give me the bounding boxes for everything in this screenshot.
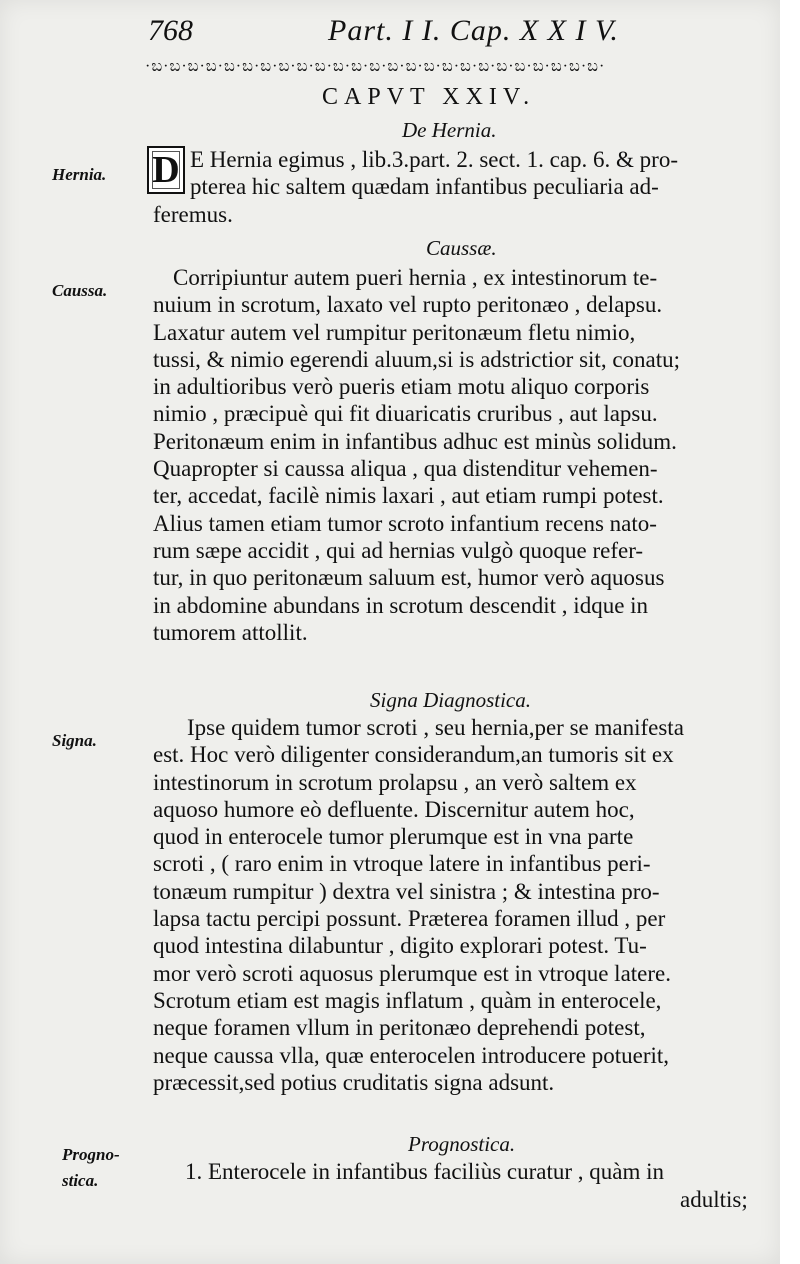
text-line: præcessit,sed potius cruditatis signa adsunt. — [153, 1069, 555, 1095]
text-line: tumorem attollit. — [153, 619, 308, 645]
page-number: 768 — [148, 14, 193, 47]
text-line: tussi, & nimio egerendi aluum,si is adstrictior sit, conatu; — [153, 346, 681, 372]
text-line: feremus. — [153, 202, 233, 227]
section-heading-prognostica: Prognostica. — [408, 1132, 516, 1156]
text-line: tonæum rumpitur ) dextra vel sinistra ; & intestina pro- — [153, 878, 660, 904]
page-header — [148, 14, 748, 56]
text-line: nimio , præcipuè qui fit diuaricatis cruribus , aut lapsu. — [153, 401, 658, 427]
text-line: aquoso humore eò defluente. Discernitur autem hoc, — [153, 796, 635, 822]
text-line: neque foramen vllum in peritonæo deprehendi potest, — [153, 1015, 646, 1041]
drop-cap: D — [147, 146, 185, 194]
intro-paragraph — [190, 146, 678, 201]
margin-note-caussa: Caussa. — [52, 281, 108, 300]
text-line: Corripiuntur autem pueri hernia , ex intestinorum te- — [173, 265, 658, 290]
text-line: est. Hoc verò diligenter considerandum,an tumoris sit ex — [153, 742, 674, 768]
text-line: Laxatur autem vel rumpitur peritonæum fletu nimio, — [153, 319, 636, 345]
section-heading-caussae: Caussæ. — [426, 236, 497, 260]
text-line: ter, accedat, facilè nimis laxari , aut etiam rumpi potest. — [153, 483, 664, 509]
page-edge — [780, 0, 800, 1264]
text-line: mor verò scroti aquosus plerumque est in vtroque latere. — [153, 960, 671, 986]
caussae-paragraph — [153, 264, 680, 646]
signa-paragraph — [153, 714, 684, 1096]
margin-note-line: Progno- — [62, 1145, 120, 1164]
ornamental-border: ·ಬ·ಬ·ಬ·ಬ·ಬ·ಬ·ಬ·ಬ·ಬ·ಬ·ಬ·ಬ·ಬ·ಬ·ಬ·ಬ·ಬ·ಬ·ಬ·ಬ·ಬ·ಬ·ಬ·ಬ·ಬ· — [145, 58, 606, 75]
text-line: Ipse quidem tumor scroti , seu hernia,per se manifesta — [187, 715, 684, 740]
text-line: scroti , ( raro enim in vtroque latere in infantibus peri- — [153, 851, 651, 877]
margin-note-line: stica. — [62, 1171, 99, 1190]
text-line: E Hernia egimus , lib.3.part. 2. sect. 1. cap. 6. & pro- — [190, 147, 678, 172]
text-line: Alius tamen etiam tumor scroto infantium recens nato- — [153, 510, 657, 536]
prognostica-paragraph — [185, 1158, 664, 1185]
chapter-title: CAPVT XXIV. — [322, 84, 536, 110]
margin-note-hernia: Hernia. — [52, 165, 107, 184]
text-line: quod in enterocele tumor plerumque est in vna parte — [153, 824, 634, 850]
text-line: intestinorum in scrotum prolapsu , an verò saltem ex — [153, 769, 637, 795]
margin-note-prognostica — [62, 1142, 152, 1194]
text-line: pterea hic saltem quædam infantibus peculiaria ad- — [190, 174, 659, 200]
margin-note-signa: Signa. — [52, 731, 97, 750]
text-line: lapsa tactu percipi possunt. Præterea foramen illud , per — [153, 906, 666, 932]
text-line: in abdomine abundans in scrotum descendit , idque in — [153, 592, 649, 618]
running-head: Part. I I. Cap. X X I V. — [328, 14, 619, 47]
text-line: quod intestina dilabuntur , digito explorari potest. Tu- — [153, 933, 647, 959]
text-line: in adultioribus verò pueris etiam motu aliquo corporis — [153, 374, 650, 400]
section-heading-signa: Signa Diagnostica. — [370, 688, 531, 712]
text-line: Quapropter si caussa aliqua , qua distenditur vehemen- — [153, 456, 658, 482]
text-line: nuium in scrotum, laxato vel rupto peritonæo , delapsu. — [153, 292, 663, 318]
text-line: Scrotum etiam est magis inflatum , quàm in enterocele, — [153, 987, 662, 1013]
text-line: neque caussa vlla, quæ enterocelen introducere potuerit, — [153, 1042, 670, 1068]
text-line: Peritonæum enim in infantibus adhuc est minùs solidum. — [153, 428, 677, 454]
text-line: rum sæpe accidit , qui ad hernias vulgò quoque refer- — [153, 537, 644, 563]
catchword: adultis; — [680, 1187, 748, 1212]
text-line: tur, in quo peritonæum saluum est, humor verò aquosus — [153, 565, 665, 591]
chapter-subtitle: De Hernia. — [402, 118, 497, 142]
intro-paragraph-end — [153, 201, 233, 228]
text-line: 1. Enterocele in infantibus faciliùs curatur , quàm in — [185, 1159, 665, 1184]
